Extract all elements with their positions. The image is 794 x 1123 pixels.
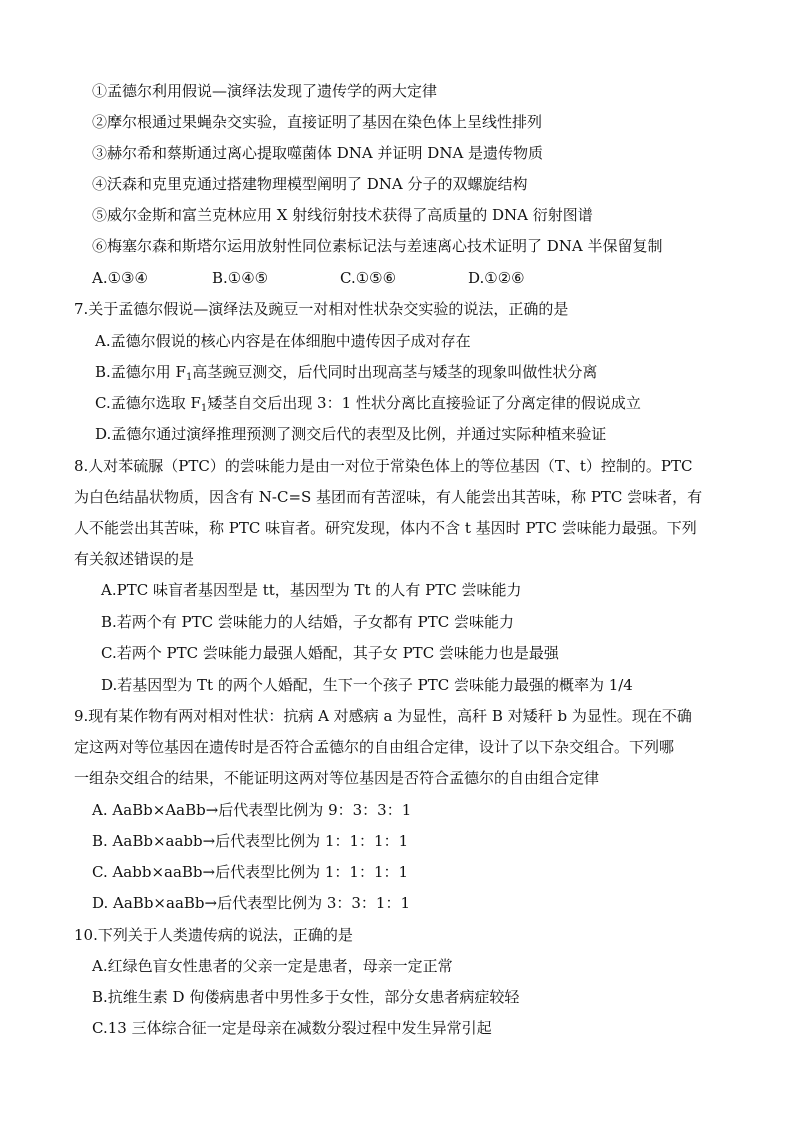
q6-option-d: D.①②⑥ xyxy=(468,269,525,287)
q6-option-a: A.①③④ xyxy=(92,269,148,287)
q7-option-d: D.孟德尔通过演绎推理预测了测交后代的表型及比例，并通过实际种植来验证 xyxy=(95,425,607,443)
q9-stem-line-1: 9.现有某作物有两对相对性状：抗病 A 对感病 a 为显性，高秆 B 对矮秆 b 为显性。现在不确 xyxy=(74,707,692,725)
q7-option-b-post: 高茎豌豆测交，后代同时出现高茎与矮茎的现象叫做性状分离 xyxy=(192,363,598,381)
q10-stem: 10.下列关于人类遗传病的说法，正确的是 xyxy=(74,926,353,944)
q8-stem-line-4: 有关叙述错误的是 xyxy=(74,550,195,568)
q7-option-c-post: 矮茎自交后出现 3：1 性状分离比直接验证了分离定律的假说成立 xyxy=(207,394,641,412)
q7-option-b-pre: B.孟德尔用 F xyxy=(95,363,186,381)
q8-option-a: A.PTC 味盲者基因型是 tt，基因型为 Tt 的人有 PTC 尝味能力 xyxy=(101,581,522,599)
q7-option-c-sub: 1 xyxy=(200,403,208,414)
q7-stem: 7.关于孟德尔假说—演绎法及豌豆一对相对性状杂交实验的说法，正确的是 xyxy=(74,300,569,318)
q7-option-b-sub: 1 xyxy=(185,372,193,383)
q8-stem-line-1: 8.人对苯硫脲（PTC）的尝味能力是由一对位于常染色体上的等位基因（T、t）控制的。PTC xyxy=(74,457,693,475)
q7-option-a: A.孟德尔假说的核心内容是在体细胞中遗传因子成对存在 xyxy=(95,332,471,350)
q6-option-b: B.①④⑤ xyxy=(212,269,269,287)
q7-option-c xyxy=(95,393,641,413)
q9-stem-line-3: 一组杂交组合的结果，不能证明这两对等位基因是否符合孟德尔的自由组合定律 xyxy=(74,769,600,787)
q8-option-d: D.若基因型为 Tt 的两个人婚配，生下一个孩子 PTC 尝味能力最强的概率为 1/4 xyxy=(101,676,633,694)
q6-option-c: C.①⑤⑥ xyxy=(340,269,397,287)
statement-2: ②摩尔根通过果蝇杂交实验，直接证明了基因在染色体上呈线性排列 xyxy=(92,113,543,131)
q9-option-a: A. AaBb×AaBb→后代表型比例为 9：3：3：1 xyxy=(92,801,412,819)
q8-option-b: B.若两个有 PTC 尝味能力的人结婚，子女都有 PTC 尝味能力 xyxy=(101,613,515,631)
q10-option-b: B.抗维生素 D 佝偻病患者中男性多于女性，部分女患者病症较轻 xyxy=(92,988,520,1006)
statement-5: ⑤威尔金斯和富兰克林应用 X 射线衍射技术获得了高质量的 DNA 衍射图谱 xyxy=(92,206,593,224)
statement-4: ④沃森和克里克通过搭建物理模型阐明了 DNA 分子的双螺旋结构 xyxy=(92,175,528,193)
q8-stem-line-2: 为白色结晶状物质，因含有 N-C=S 基团而有苦涩味，有人能尝出其苦味，称 PTC 尝味者，有 xyxy=(74,488,703,506)
q8-option-c: C.若两个 PTC 尝味能力最强人婚配，其子女 PTC 尝味能力也是最强 xyxy=(101,644,559,662)
q9-option-d: D. AaBb×aaBb→后代表型比例为 3：3：1：1 xyxy=(92,894,411,912)
q10-option-c: C.13 三体综合征一定是母亲在减数分裂过程中发生异常引起 xyxy=(92,1019,492,1037)
q6-options xyxy=(0,268,794,288)
statement-3: ③赫尔希和蔡斯通过离心提取噬菌体 DNA 并证明 DNA 是遗传物质 xyxy=(92,144,544,162)
q10-option-a: A.红绿色盲女性患者的父亲一定是患者，母亲一定正常 xyxy=(92,957,453,975)
q8-stem-line-3: 人不能尝出其苦味，称 PTC 味盲者。研究发现，体内不含 t 基因时 PTC 尝味能力最强。下列 xyxy=(74,519,697,537)
statement-6: ⑥梅塞尔森和斯塔尔运用放射性同位素标记法与差速离心技术证明了 DNA 半保留复制 xyxy=(92,237,663,255)
q7-option-b xyxy=(95,362,597,382)
q9-option-b: B. AaBb×aabb→后代表型比例为 1：1：1：1 xyxy=(92,832,409,850)
statement-1: ①孟德尔利用假说—演绎法发现了遗传学的两大定律 xyxy=(92,82,438,100)
q7-option-c-pre: C.孟德尔选取 F xyxy=(95,394,201,412)
q9-option-c: C. Aabb×aaBb→后代表型比例为 1：1：1：1 xyxy=(92,863,409,881)
q9-stem-line-2: 定这两对等位基因在遗传时是否符合孟德尔的自由组合定律，设计了以下杂交组合。下列哪 xyxy=(74,738,675,756)
